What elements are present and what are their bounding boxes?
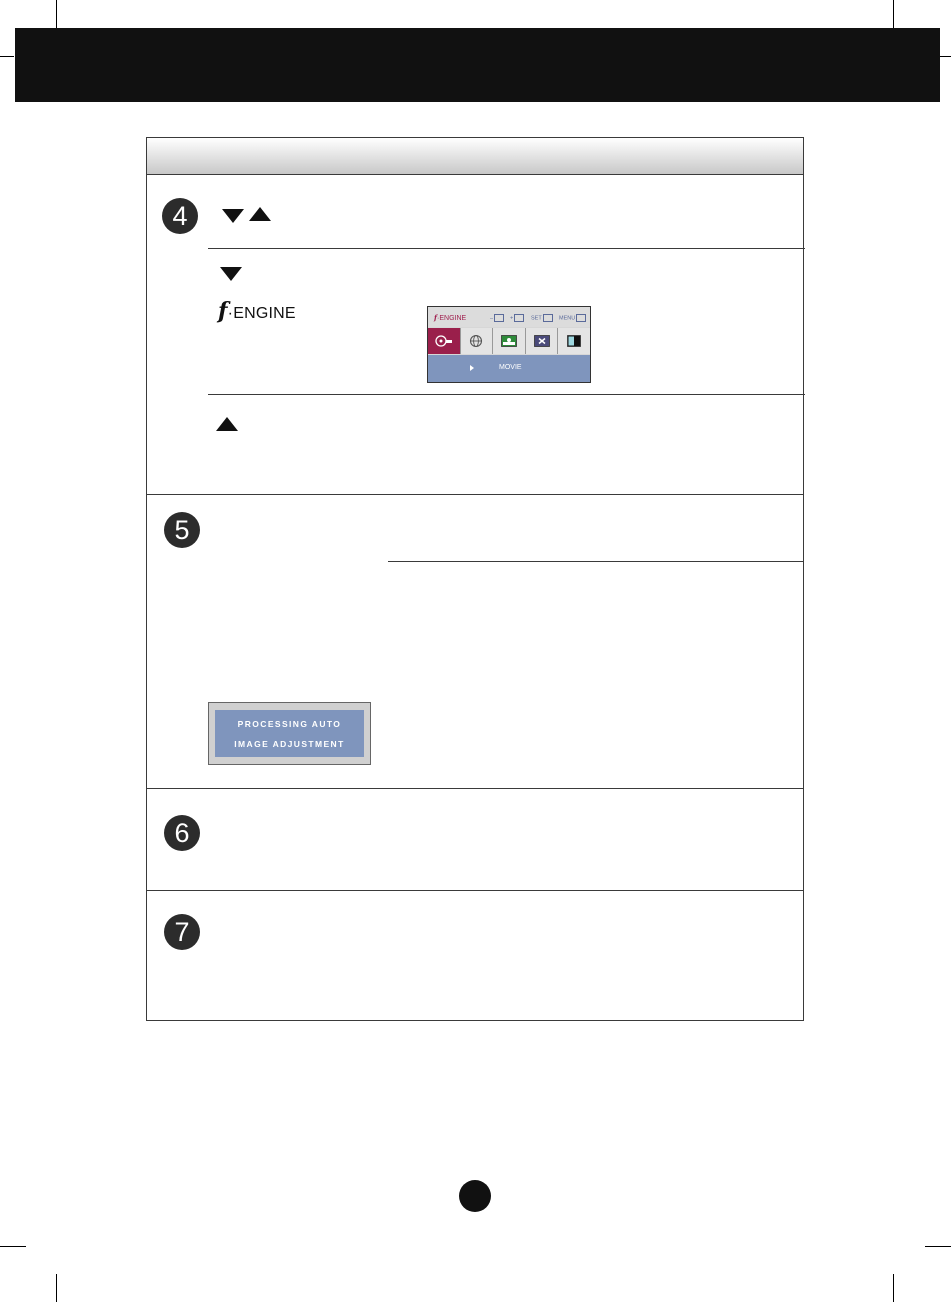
up-button-icon [249, 207, 271, 221]
internet-icon [461, 328, 494, 354]
page-number-dot [459, 1180, 491, 1212]
down-button-icon [220, 267, 242, 281]
crop-mark [893, 0, 894, 28]
osd-plus-control: + [510, 314, 524, 322]
crop-mark [893, 1274, 894, 1302]
crop-mark [940, 56, 951, 57]
osd-menu-control: MENU [559, 314, 586, 322]
crop-mark [0, 56, 14, 57]
osd-minus-control: – [490, 314, 504, 322]
section-divider [147, 890, 803, 891]
demo-icon [526, 328, 559, 354]
down-button-icon [222, 209, 244, 223]
osd-mode-display [428, 355, 590, 382]
osd-title-text: ·ENGINE [437, 315, 467, 322]
fengine-dot: · [227, 305, 234, 322]
crop-mark [56, 1274, 57, 1302]
fengine-osd-menu [427, 306, 591, 383]
osd-top-bar [428, 307, 590, 327]
osd-title [434, 313, 466, 322]
fengine-logo [218, 298, 296, 324]
section-divider [208, 394, 805, 395]
page-header-band [15, 28, 940, 102]
step-number-4: 4 [162, 198, 198, 234]
processing-line-2: IMAGE ADJUSTMENT [234, 739, 345, 749]
osd-set-control: SET [531, 314, 553, 322]
up-button-icon [216, 417, 238, 431]
step-number-6: 6 [164, 815, 200, 851]
osd-selection-arrow [470, 365, 474, 371]
section-divider [147, 788, 803, 789]
controls-table [146, 137, 804, 1021]
user-icon [493, 328, 526, 354]
section-divider [208, 248, 805, 249]
processing-osd [208, 702, 371, 765]
crop-mark [56, 0, 57, 28]
step-number-7: 7 [164, 914, 200, 950]
section-divider [147, 494, 803, 495]
osd-title-f: f [434, 313, 438, 322]
movie-icon [428, 328, 461, 354]
osd-selected-mode: MOVIE [499, 364, 522, 371]
fengine-f-glyph: f [218, 298, 228, 324]
fengine-text: ENGINE [233, 305, 296, 322]
processing-osd-panel [215, 710, 364, 757]
table-header [147, 138, 803, 175]
osd-mode-icons [428, 328, 590, 354]
processing-line-1: PROCESSING AUTO [237, 719, 342, 729]
crop-mark [925, 1246, 951, 1247]
section-divider [388, 561, 803, 562]
crop-mark [0, 1246, 26, 1247]
normal-icon [558, 328, 590, 354]
step-number-5: 5 [164, 512, 200, 548]
